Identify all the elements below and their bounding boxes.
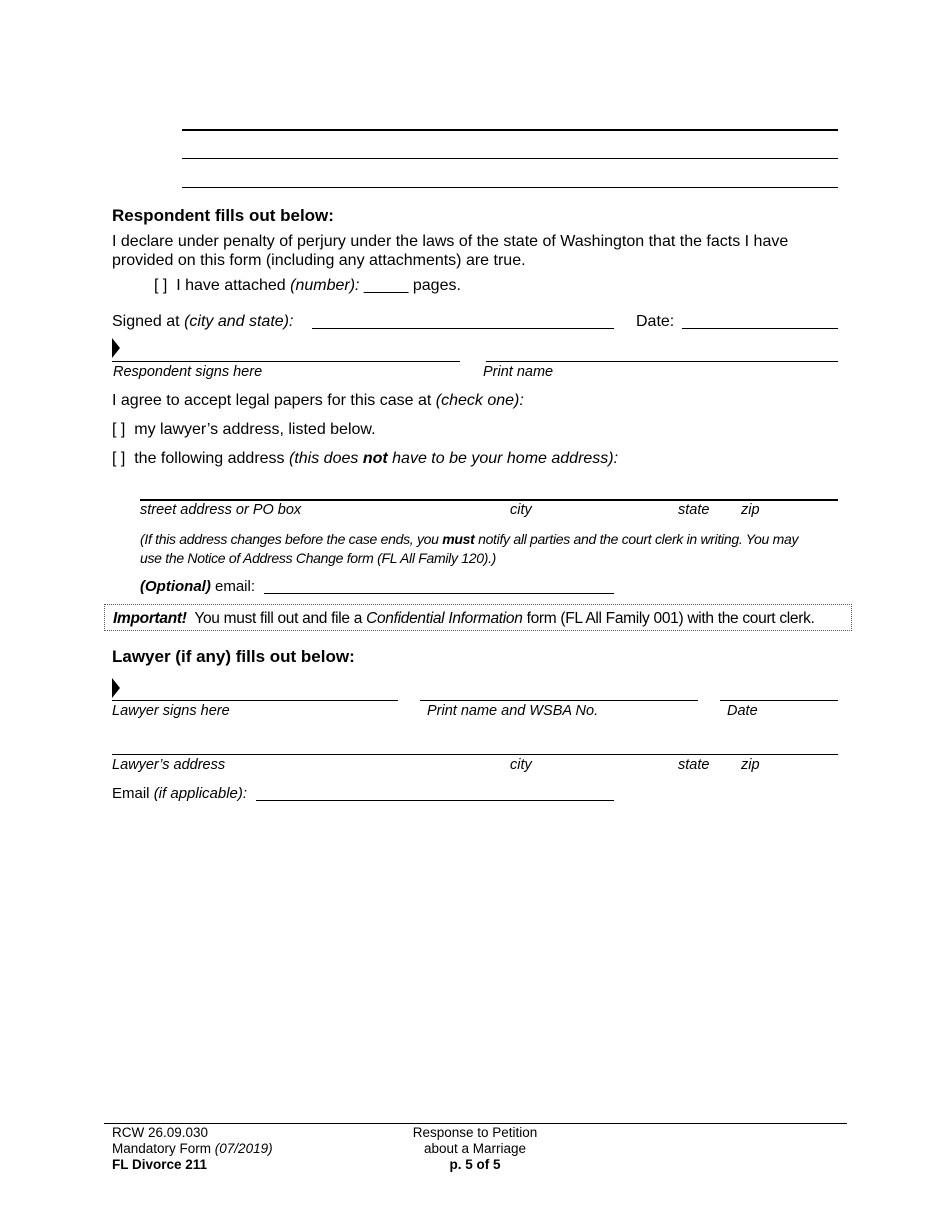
- lawyer-state-label: state: [678, 757, 710, 773]
- lawyer-address-label: Lawyer’s address: [112, 757, 226, 773]
- option-following-checkbox[interactable]: [ ]: [112, 450, 126, 467]
- agree-legal-papers: I agree to accept legal papers for this case at (check one):: [112, 392, 524, 409]
- footer-title-2: about a Marriage: [423, 1141, 527, 1156]
- lawyer-sign-here-arrow-icon: [112, 678, 120, 698]
- important-notice: Important! You must fill out and file a Confidential Information form (FL All Family 001) with the court clerk.: [113, 610, 815, 627]
- signed-at-field[interactable]: [312, 328, 614, 329]
- lawyer-print-name-field[interactable]: [420, 700, 698, 701]
- option-lawyer-checkbox[interactable]: [ ]: [112, 421, 126, 438]
- footer-center: [375, 1125, 575, 1173]
- footer-title-1: Response to Petition: [412, 1125, 538, 1140]
- footer-statute: RCW 26.09.030: [112, 1125, 209, 1140]
- continuation-line-3[interactable]: [182, 187, 838, 188]
- continuation-line-2[interactable]: [182, 158, 838, 159]
- lawyer-date-field[interactable]: [720, 700, 838, 701]
- footer-form-id: FL Divorce 211: [112, 1157, 208, 1172]
- street-address-field[interactable]: [140, 499, 838, 501]
- lawyer-email-field[interactable]: [256, 800, 614, 801]
- optional-email-field[interactable]: [264, 593, 614, 594]
- state-label: state: [678, 502, 710, 518]
- optional-email-label: (Optional) email:: [140, 578, 256, 595]
- footer-left: [112, 1125, 273, 1173]
- attached-pages-row: [ ] I have attached (number): _____ pages.: [154, 277, 461, 294]
- street-label: street address or PO box: [140, 502, 302, 518]
- lawyer-city-label: city: [510, 757, 532, 773]
- lawyer-signs-here-label: Lawyer signs here: [112, 703, 230, 719]
- lawyer-address-field[interactable]: [112, 754, 838, 755]
- respondent-heading: Respondent fills out below:: [112, 206, 334, 225]
- lawyer-signature-field[interactable]: [112, 700, 398, 701]
- respondent-print-name-field[interactable]: [486, 361, 838, 362]
- footer-rule: [104, 1123, 847, 1124]
- signed-at-label: Signed at (city and state):: [112, 313, 294, 330]
- date-label: Date:: [636, 313, 675, 330]
- option-lawyer-address: [ ] my lawyer’s address, listed below.: [112, 421, 376, 438]
- attached-pages-field[interactable]: _____: [363, 277, 409, 294]
- lawyer-heading: Lawyer (if any) fills out below:: [112, 647, 355, 666]
- respondent-signs-here-label: Respondent signs here: [113, 364, 263, 380]
- lawyer-zip-label: zip: [741, 757, 760, 773]
- zip-label: zip: [741, 502, 760, 518]
- continuation-line-1[interactable]: [182, 129, 838, 131]
- footer-mandatory: Mandatory Form (07/2019): [112, 1141, 273, 1156]
- declaration-text: I declare under penalty of perjury under the laws of the state of Washington that the facts I have provided on this form (including any attachments) are true.: [112, 233, 789, 269]
- address-change-note: (If this address changes before the case ends, you must notify all parties and the court clerk in writing. You may use the Notice of Address Change form (FL All Family 120).): [140, 531, 799, 566]
- lawyer-print-name-label: Print name and WSBA No.: [427, 703, 599, 719]
- attached-checkbox[interactable]: [ ]: [154, 277, 168, 294]
- footer-page: p. 5 of 5: [449, 1157, 501, 1172]
- city-label: city: [510, 502, 532, 518]
- respondent-print-name-label: Print name: [483, 364, 554, 380]
- lawyer-date-label: Date: [727, 703, 758, 719]
- lawyer-email-label: Email (if applicable):: [112, 785, 248, 802]
- date-field[interactable]: [682, 328, 838, 329]
- option-following-address: [ ] the following address (this does not have to be your home address):: [112, 450, 619, 467]
- respondent-signature-field[interactable]: [112, 361, 460, 362]
- sign-here-arrow-icon: [112, 338, 120, 358]
